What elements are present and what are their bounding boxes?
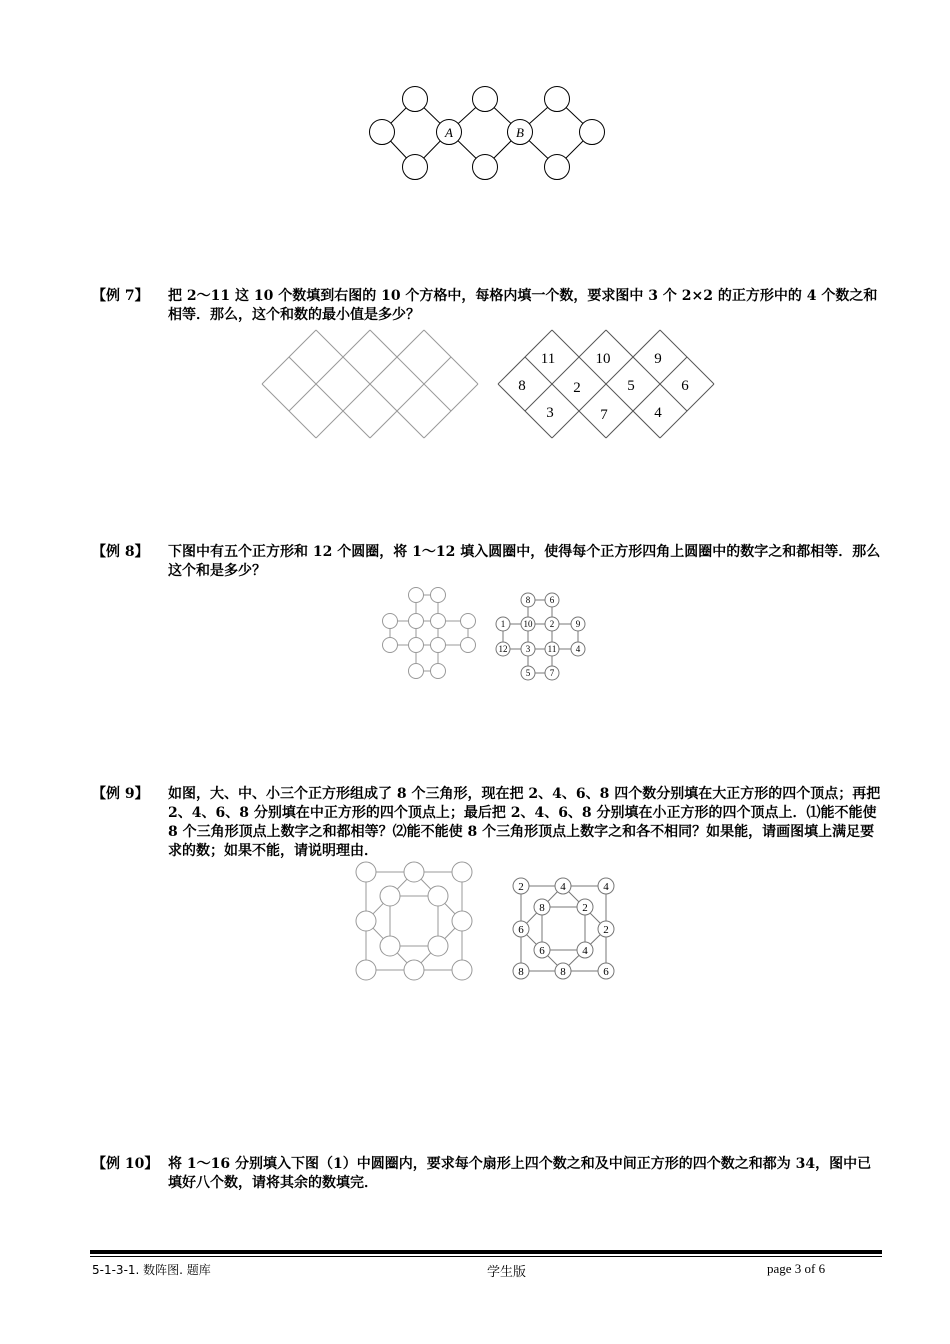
node-value: 2 <box>603 924 609 936</box>
cell-value: 5 <box>627 378 635 394</box>
example-tag: 【例 9】 <box>92 786 149 802</box>
node-value: 11 <box>547 644 557 654</box>
figure-nested-squares-answer <box>508 872 620 984</box>
node-value: 10 <box>523 619 533 629</box>
figure-five-squares-empty <box>378 584 482 684</box>
chain-circle <box>403 87 428 112</box>
chain-circle <box>403 155 428 180</box>
node-value: 4 <box>582 945 588 957</box>
node-value: 4 <box>603 881 609 893</box>
node-value: 8 <box>560 966 566 978</box>
node-value: 2 <box>518 881 524 893</box>
label-b: B <box>516 125 524 140</box>
cell-value: 4 <box>654 405 662 421</box>
chain-circle <box>473 155 498 180</box>
node-value: 6 <box>549 595 555 605</box>
node-value: 2 <box>549 619 555 629</box>
node-value: 3 <box>525 644 531 654</box>
node-value: 7 <box>549 668 555 678</box>
footer-edition: 学生版 <box>487 1265 527 1280</box>
figure-diamond-grid-empty <box>258 328 480 442</box>
example-text: 如图，大、中、小三个正方形组成了 8 个三角形，现在把 2、4、6、8 四个数分别填在大正方形的四个顶点；再把 2、4、6、8 分别填在中正方形的四个顶点上；最后把 2、4、6、8 分别填在小正方形的四个顶点上．⑴能不能使 8 个三角形顶点上数字之和都相等？⑵能不能使 8 个三角形顶点上数字之和各不相同？如果能，请画图填上满足要求的数；如果不能，请说明理由． <box>168 786 881 859</box>
node-value: 8 <box>525 595 531 605</box>
node-value: 8 <box>539 902 545 914</box>
node-value: 12 <box>498 644 508 654</box>
node-value: 1 <box>500 619 506 629</box>
node-value: 8 <box>518 966 524 978</box>
example-tag: 【例 10】 <box>92 1156 159 1172</box>
cell-value: 7 <box>600 407 608 423</box>
label-a: A <box>445 125 453 140</box>
example-tag: 【例 7】 <box>92 288 149 304</box>
figure-five-squares-answer <box>492 590 592 684</box>
cell-value: 11 <box>540 351 556 367</box>
figure-diamond-grid-answer <box>494 328 716 442</box>
node-value: 4 <box>575 644 581 654</box>
example-text: 把 2～11 这 10 个数填到右图的 10 个方格中，每格内填一个数，要求图中 3 个 2×2 的正方形中的 4 个数之和相等．那么，这个和数的最小值是多少？ <box>168 288 878 323</box>
example-text: 下图中有五个正方形和 12 个圆圈，将 1～12 填入圆圈中，使得每个正方形四角上圆圈中的数字之和都相等．那么这个和是多少？ <box>168 544 881 579</box>
node-value: 6 <box>603 966 609 978</box>
cell-value: 8 <box>518 378 526 394</box>
figure-circle-chain <box>360 80 610 190</box>
node-value: 4 <box>560 881 566 893</box>
footer-rule-thin <box>90 1256 882 1257</box>
node-value: 9 <box>575 619 581 629</box>
node-value: 6 <box>518 924 524 936</box>
chain-circle <box>545 87 570 112</box>
chain-circle <box>473 87 498 112</box>
cell-value: 10 <box>595 351 611 367</box>
footer-source: 5-1-3-1. 数阵图. 题库 <box>92 1263 211 1277</box>
cell-value: 2 <box>573 380 581 396</box>
cell-value: 9 <box>654 351 662 367</box>
example-tag: 【例 8】 <box>92 544 149 560</box>
node-value: 2 <box>582 902 588 914</box>
cell-value: 6 <box>681 378 689 394</box>
figure-nested-squares-empty <box>352 858 480 984</box>
node-value: 5 <box>525 668 531 678</box>
node-value: 6 <box>539 945 545 957</box>
footer-page-number: page 3 of 6 <box>767 1261 826 1276</box>
footer-rule-thick <box>90 1250 882 1254</box>
example-text: 将 1～16 分别填入下图（1）中圆圈内，要求每个扇形上四个数之和及中间正方形的四个数之和都为 34，图中已填好八个数，请将其余的数填完． <box>168 1156 872 1191</box>
chain-circle <box>545 155 570 180</box>
chain-circle <box>370 120 395 145</box>
chain-circle <box>580 120 605 145</box>
cell-value: 3 <box>546 405 554 421</box>
